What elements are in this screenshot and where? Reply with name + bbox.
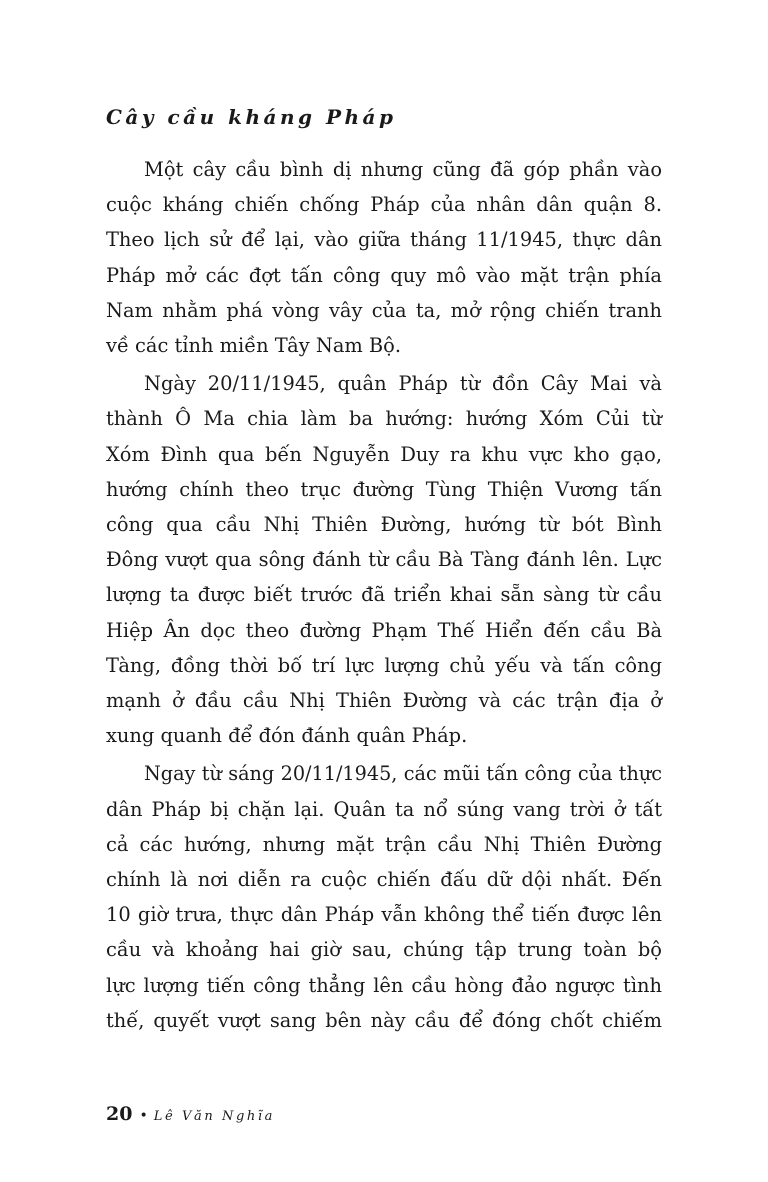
text-line: cuộc kháng chiến chống Pháp của nhân dân quận 8. [106, 193, 662, 217]
section-title: Cây cầu kháng Pháp [106, 105, 397, 129]
paragraph [106, 756, 662, 1038]
text-line: Ngày 20/11/1945, quân Pháp từ đồn Cây Mai và [144, 372, 662, 396]
text-line: Hiệp Ân dọc theo đường Phạm Thế Hiển đến cầu Bà [106, 618, 662, 642]
text-line: lượng ta được biết trước đã triển khai sẵn sàng từ cầu [106, 583, 662, 607]
paragraph [106, 152, 662, 363]
text-line: thế, quyết vượt sang bên này cầu để đóng chốt chiếm [106, 1008, 662, 1032]
text-line: 10 giờ trưa, thực dân Pháp vẫn không thể tiến được lên [106, 903, 662, 927]
text-line: xung quanh để đón đánh quân Pháp. [106, 724, 468, 748]
page-number: 20 [106, 1103, 133, 1125]
text-line: Ngay từ sáng 20/11/1945, các mũi tấn công của thực [144, 762, 662, 786]
footer-bullet: • [139, 1108, 148, 1124]
text-line: Pháp mở các đợt tấn công quy mô vào mặt trận phía [106, 263, 662, 287]
text-line: mạnh ở đầu cầu Nhị Thiên Đường và các trận địa ở [106, 689, 662, 713]
text-line: Nam nhằm phá vòng vây của ta, mở rộng chiến tranh [106, 298, 662, 322]
text-line: thành Ô Ma chia làm ba hướng: hướng Xóm Củi từ [106, 407, 662, 431]
text-line: Theo lịch sử để lại, vào giữa tháng 11/1945, thực dân [106, 228, 662, 252]
text-line: về các tỉnh miền Tây Nam Bộ. [106, 334, 402, 358]
page-footer [106, 1100, 275, 1131]
text-line: Tàng, đồng thời bố trí lực lượng chủ yếu và tấn công [106, 653, 662, 677]
text-line: cầu và khoảng hai giờ sau, chúng tập trung toàn bộ [106, 938, 662, 962]
text-line: Xóm Đình qua bến Nguyễn Duy ra khu vực kho gạo, [106, 442, 662, 466]
author-name: Lê Văn Nghĩa [153, 1109, 275, 1124]
text-line: cả các hướng, nhưng mặt trận cầu Nhị Thiên Đường [106, 832, 662, 856]
text-line: Một cây cầu bình dị nhưng cũng đã góp phần vào [144, 158, 662, 181]
body-text [106, 152, 662, 1041]
text-line: chính là nơi diễn ra cuộc chiến đấu dữ dội nhất. Đến [106, 868, 662, 892]
text-line: Đông vượt qua sông đánh từ cầu Bà Tàng đánh lên. Lực [106, 548, 662, 572]
text-line: lực lượng tiến công thẳng lên cầu hòng đảo ngược tình [106, 973, 662, 997]
text-line: công qua cầu Nhị Thiên Đường, hướng từ bót Bình [106, 513, 662, 537]
text-line: dân Pháp bị chặn lại. Quân ta nổ súng vang trời ở tất [106, 797, 662, 821]
text-line: hướng chính theo trục đường Tùng Thiện Vương tấn [106, 477, 662, 501]
paragraph [106, 366, 662, 753]
